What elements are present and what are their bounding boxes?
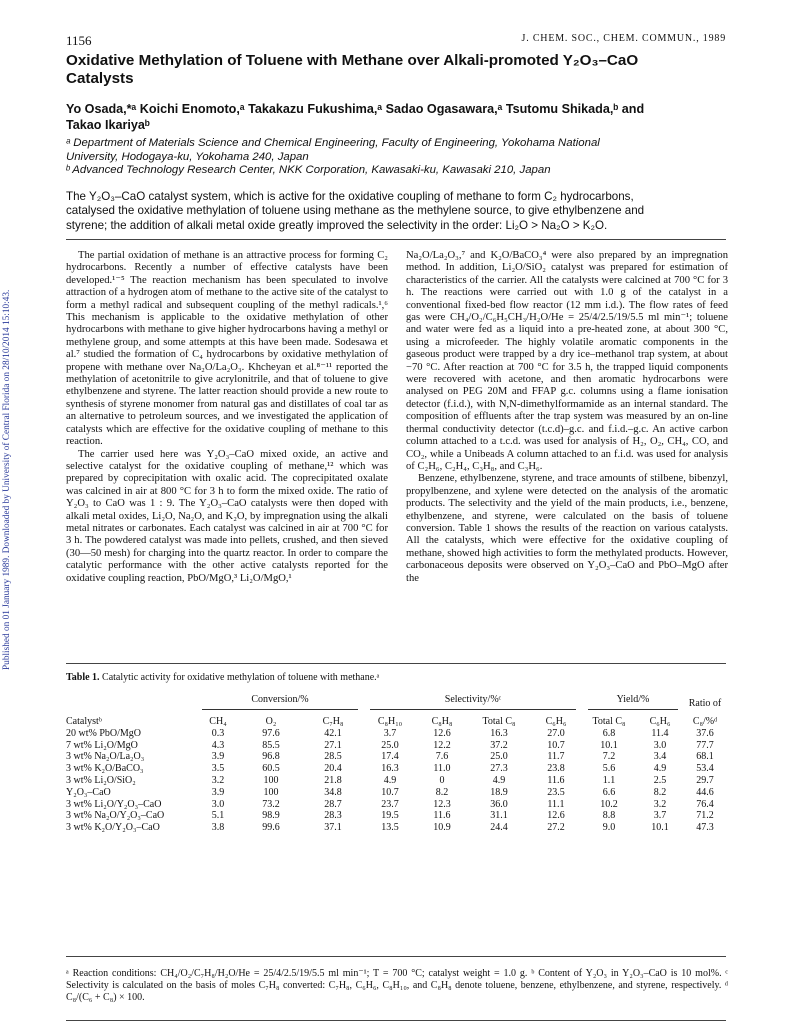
value-cell: 3.9	[211, 786, 225, 798]
catalyst-cell: 3 wt% K₂O/Y₂O₃–CaO	[66, 822, 160, 834]
value-cell: 11.1	[547, 798, 565, 810]
value-cell: 19.5	[381, 810, 399, 822]
value-cell: 4.3	[211, 739, 225, 751]
value-cell: 25.0	[490, 751, 508, 763]
value-cell: 24.4	[490, 822, 508, 834]
value-cell: 44.6	[696, 786, 714, 798]
value-cell: 11.6	[547, 774, 565, 786]
catalyst-cell: Y₂O₃–CaO	[66, 786, 111, 798]
value-cell: 3.5	[211, 763, 225, 775]
value-cell: 10.1	[651, 822, 669, 834]
value-cell: 23.8	[547, 763, 565, 775]
table-row	[66, 822, 726, 834]
value-cell: 4.9	[383, 774, 397, 786]
value-cell: 17.4	[381, 751, 399, 763]
paragraph: The partial oxidation of methane is an attractive process for forming C₂ hydrocarbons. Recently a number of effective catalysts have been developed.¹⁻⁵ The reaction mechanism has been speculated to involve attraction of a hydrogen atom of methane to the active site of the catalyst to form a methyl radical and subsequent coupling of the methyl radicals.¹,⁶ This mechanism is applicable to the oxidative methylation of other hydrocarbons with methane to give higher hydrocarbons having a methyl or methylene group, and some attempts at this have been made. Sodesawa et al.⁷ studied the formation of C₄ hydrocarbons by oxidative methylation of propene with methane over Na₂O/La₂O₃. Khcheyan et al.⁸⁻¹¹ reported the methylation of acetonitrile to give acrylonitrile, and that of toluene to give ethylbenzene and styrene. The latter reaction should provide a new route to synthesis of styrene monomer from natural gas and distillates of coal tar as an alternative to petroleum sources, and we investigated the application of catalysts which are effective for the oxidative coupling of methane to this reaction.	[66, 250, 388, 448]
affiliation-line: ᵃ Department of Materials Science and Chemical Engineering, Faculty of Engineering, Yokohama National	[66, 137, 600, 149]
value-cell: 3.7	[653, 810, 667, 822]
table-row	[66, 810, 726, 822]
value-cell: 11.0	[433, 763, 451, 775]
table-row	[66, 751, 726, 763]
table-label: Table 1.	[66, 672, 100, 683]
value-cell: 0.3	[211, 727, 225, 739]
value-cell: 25.0	[381, 739, 399, 751]
value-cell: 28.7	[324, 798, 342, 810]
value-cell: 42.1	[324, 727, 342, 739]
author-list: Yo Osada,*ᵃ Koichi Enomoto,ᵃ Takakazu Fukushima,ᵃ Sadao Ogasawara,ᵃ Tsutomu Shikada,ᵇ and Takao Ikariyaᵇ	[66, 102, 645, 132]
value-cell: 37.6	[696, 727, 714, 739]
table-caption-text: Catalytic activity for oxidative methylation of toluene with methane.ᵃ	[102, 672, 380, 683]
table-row	[66, 775, 726, 787]
table-row	[66, 763, 726, 775]
table-body	[66, 728, 726, 834]
table-row	[66, 787, 726, 799]
table-row	[66, 799, 726, 811]
value-cell: 10.7	[381, 786, 399, 798]
value-cell: 37.2	[490, 739, 508, 751]
value-cell: 5.6	[602, 763, 616, 775]
table-bottom-rule	[66, 956, 726, 957]
page-bottom-rule	[66, 1020, 726, 1021]
abstract-divider	[66, 239, 726, 240]
column-header: C₈/%ᵈ	[692, 716, 718, 727]
value-cell: 12.6	[433, 727, 451, 739]
value-cell: 1.1	[602, 774, 616, 786]
value-cell: 99.6	[262, 822, 280, 834]
value-cell: 60.5	[262, 763, 280, 775]
column-header: C₆H₆	[649, 716, 671, 727]
abstract: The Y₂O₃–CaO catalyst system, which is active for the oxidative coupling of methane to form C₂ hydrocarbons, catalysed the oxidative methylation of toluene using methane as the methylene source, to give ethylbenzene and styrene; the addition of alkali metal oxide greatly improved the selectivity in the order: Li₂O > Na₂O > K₂O.	[66, 190, 645, 232]
value-cell: 98.9	[262, 810, 280, 822]
catalyst-cell: 3 wt% Li₂O/SiO₂	[66, 774, 136, 786]
value-cell: 71.2	[696, 810, 714, 822]
value-cell: 27.2	[547, 822, 565, 834]
value-cell: 9.0	[602, 822, 616, 834]
value-cell: 68.1	[696, 751, 714, 763]
value-cell: 36.0	[490, 798, 508, 810]
column-header: C₇H₈	[322, 716, 344, 727]
value-cell: 4.9	[492, 774, 506, 786]
download-note: Published on 01 January 1989. Downloaded by University of Central Florida on 28/10/2014 15:10:43.	[2, 289, 12, 670]
value-cell: 20.4	[324, 763, 342, 775]
value-cell: 18.9	[490, 786, 508, 798]
journal-name: J. CHEM. SOC., CHEM. COMMUN., 1989	[521, 33, 726, 44]
value-cell: 12.3	[433, 798, 451, 810]
body-column-right	[406, 250, 728, 585]
table-row	[66, 728, 726, 740]
value-cell: 8.8	[602, 810, 616, 822]
catalyst-cell: 3 wt% Na₂O/Y₂O₃–CaO	[66, 810, 165, 822]
group-header-row	[66, 694, 726, 710]
column-header: C₈H₈	[431, 716, 453, 727]
value-cell: 85.5	[262, 739, 280, 751]
value-cell: 10.1	[600, 739, 618, 751]
column-header: Total C₈	[482, 716, 516, 727]
value-cell: 3.4	[653, 751, 667, 763]
value-cell: 53.4	[696, 763, 714, 775]
value-cell: 29.7	[696, 774, 714, 786]
value-cell: 6.6	[602, 786, 616, 798]
value-cell: 4.9	[653, 763, 667, 775]
group-header-ratio: Ratio of	[688, 698, 722, 709]
value-cell: 13.5	[381, 822, 399, 834]
value-cell: 7.6	[435, 751, 449, 763]
value-cell: 23.7	[381, 798, 399, 810]
value-cell: 8.2	[435, 786, 449, 798]
table-caption	[66, 672, 726, 683]
catalyst-cell: 3 wt% K₂O/BaCO₃	[66, 763, 144, 775]
affiliations	[66, 137, 726, 178]
group-header-yield: Yield/%	[582, 694, 684, 710]
table-row	[66, 740, 726, 752]
value-cell: 47.3	[696, 822, 714, 834]
value-cell: 3.2	[211, 774, 225, 786]
value-cell: 28.3	[324, 810, 342, 822]
catalyst-cell: 7 wt% Li₂O/MgO	[66, 739, 138, 751]
value-cell: 27.3	[490, 763, 508, 775]
value-cell: 11.7	[547, 751, 565, 763]
value-cell: 37.1	[324, 822, 342, 834]
column-header: Catalystᵇ	[66, 716, 102, 727]
value-cell: 10.2	[600, 798, 618, 810]
value-cell: 77.7	[696, 739, 714, 751]
value-cell: 27.1	[324, 739, 342, 751]
results-table	[66, 694, 726, 834]
column-header: CH₄	[209, 716, 227, 727]
value-cell: 12.6	[547, 810, 565, 822]
value-cell: 100	[263, 774, 279, 786]
value-cell: 3.7	[383, 727, 397, 739]
value-cell: 10.9	[433, 822, 451, 834]
value-cell: 10.7	[547, 739, 565, 751]
value-cell: 11.6	[433, 810, 451, 822]
value-cell: 3.0	[653, 739, 667, 751]
value-cell: 97.6	[262, 727, 280, 739]
value-cell: 0	[439, 774, 445, 786]
value-cell: 96.8	[262, 751, 280, 763]
value-cell: 3.2	[653, 798, 667, 810]
download-watermark	[2, 150, 14, 670]
column-header: O₂	[265, 716, 277, 727]
column-header: Total C₈	[592, 716, 626, 727]
affiliation-line: University, Hodogaya-ku, Yokohama 240, Japan	[66, 150, 309, 163]
table-footnote: ᵃ Reaction conditions: CH₄/O₂/C₇H₈/H₂O/He = 25/4/2.5/19/5.5 ml min⁻¹; T = 700 °C; catalyst weight = 1.0 g. ᵇ Content of Y₂O₃ in Y₂O₃–CaO is 10 mol%. ᶜ Selectivity is calculated on the basis of moles C₇H₈ converted: C₇H₈, C₆H₆, C₈H₁₀, and C₈H₈ denote toluene, benzene, ethylbenzene, and styrene, respectively. ᵈ C₈/(C₆ + C₈) × 100.	[66, 968, 728, 1003]
value-cell: 12.2	[433, 739, 451, 751]
value-cell: 2.5	[653, 774, 667, 786]
paragraph: Na₂O/La₂O₃,⁷ and K₂O/BaCO₃⁴ were also prepared by an impregnation method. In addition, Li₂O/SiO₂ catalyst was prepared for estimation of characteristics of the carrier. All the catalysts were calcined at 700 °C for 3 h. The reactions were carried out with 1.0 g of the catalyst in a conventional fixed-bed flow reactor (12 mm i.d.). The flow rates of feed gas were CH₄/O₂/C₆H₅CH₃/H₂O/He = 25/4/2.5/19/5.5 ml min⁻¹; toluene and water were fed as a liquid into a pre-heated zone, at about 300 °C, using a microfeeder. The highly volatile aromatic components in the gaseous product were trapped by a dry ice–methanol trap system, at about −70 °C. After reaction at 700 °C for 3.5 h, the trapped liquid components were recovered with acetone, and then aromatic hydrocarbons were analysed on PEG 20M and FFAP g.c. columns using a flame ionisation detector (f.i.d.), with N,N-dimethylformamide as an internal standard. The composition of effluents after the trap system was measured by an on-line thermal conductivity detector (t.c.d)–g.c. and f.i.d.–g.c. An active carbon column attached to a t.c.d. was used for analysis of H₂, O₂, CH₄, CO, and CO₂, while a Unibeads A column attached to an f.i.d. was used for analysis of C₂H₆, C₂H₄, C₃H₈, and C₃H₆.	[406, 250, 728, 472]
catalyst-cell: 3 wt% Na₂O/La₂O₃	[66, 751, 145, 763]
article-title: Oxidative Methylation of Toluene with Methane over Alkali-promoted Y₂O₃–CaO Catalysts	[66, 52, 639, 87]
paragraph: The carrier used here was Y₂O₃–CaO mixed oxide, an active and selective catalyst for the oxidative coupling of methane,¹² which was prepared by coprecipitation with oxalic acid. The coprecipitated oxalate was calcined in air at 800 °C for 3 h to form the mixed oxide. The ratio of Y₂O₃ to CaO was 1 : 9. The Y₂O₃–CaO catalysts were then doped with alkali metal oxides, Li₂O, Na₂O, and K₂O, by impregnation using the alkali metal nitrates or carbonates. Each catalyst was calcined in air at 700 °C for 3 h. The powdered catalyst was made into pellets, crushed, and then sieved (30—50 mesh) for charging into the quartz reactor. In order to compare the catalytic performance with the other active catalysts reported for the oxidative coupling reaction, PbO/MgO,³ Li₂O/MgO,¹	[66, 448, 388, 584]
catalyst-cell: 20 wt% PbO/MgO	[66, 727, 142, 739]
affiliation-line: ᵇ Advanced Technology Research Center, NKK Corporation, Kawasaki-ku, Kawasaki 210, Japan	[66, 164, 551, 177]
value-cell: 73.2	[262, 798, 280, 810]
catalyst-cell: 3 wt% Li₂O/Y₂O₃–CaO	[66, 798, 162, 810]
page-number: 1156	[66, 33, 92, 48]
column-header: C₆H₆	[545, 716, 567, 727]
value-cell: 6.8	[602, 727, 616, 739]
value-cell: 5.1	[211, 810, 225, 822]
group-header-selectivity: Selectivity/%ᶜ	[364, 694, 582, 710]
value-cell: 76.4	[696, 798, 714, 810]
value-cell: 100	[263, 786, 279, 798]
group-header-conversion: Conversion/%	[196, 694, 364, 710]
paragraph: Benzene, ethylbenzene, styrene, and trace amounts of stilbene, bibenzyl, propylbenzene, and xylene were detected on the analysis of the aromatic products. The selectivity and the yield of the main products, i.e., benzene, ethylbenzene, and styrene, were calculated on the basis of toluene conversion. Table 1 shows the results of the reaction on various catalysts. All the catalysts, which were effective for the oxidative coupling of methane, showed high activities to form the methylated products. However, carbonaceous deposits were observed on Y₂O₃–CaO and PbO–MgO after the	[406, 473, 728, 584]
value-cell: 3.9	[211, 751, 225, 763]
value-cell: 21.8	[324, 774, 342, 786]
value-cell: 16.3	[490, 727, 508, 739]
value-cell: 8.2	[653, 786, 667, 798]
value-cell: 11.4	[651, 727, 669, 739]
body-column-left	[66, 250, 388, 585]
value-cell: 3.8	[211, 822, 225, 834]
column-header-row	[66, 710, 726, 728]
value-cell: 16.3	[381, 763, 399, 775]
value-cell: 27.0	[547, 727, 565, 739]
value-cell: 28.5	[324, 751, 342, 763]
column-header: C₈H₁₀	[377, 716, 403, 727]
value-cell: 7.2	[602, 751, 616, 763]
value-cell: 31.1	[490, 810, 508, 822]
value-cell: 3.0	[211, 798, 225, 810]
value-cell: 34.8	[324, 786, 342, 798]
table-top-rule	[66, 663, 726, 664]
value-cell: 23.5	[547, 786, 565, 798]
